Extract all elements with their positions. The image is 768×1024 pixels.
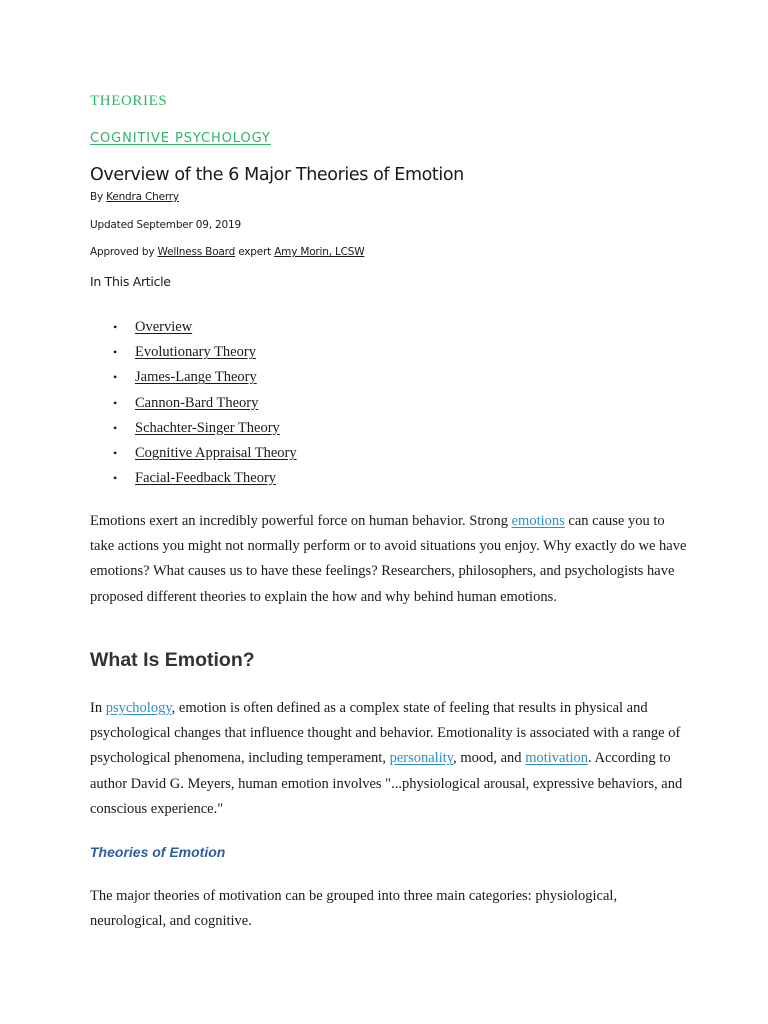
bullet-icon: • — [113, 420, 118, 435]
toc-link-evolutionary-theory[interactable]: Evolutionary Theory — [135, 344, 256, 361]
bullet-icon: • — [113, 370, 118, 385]
expert-link[interactable]: Amy Morin, LCSW — [274, 246, 365, 258]
emotions-link[interactable]: emotions — [511, 513, 565, 529]
definition-text-1: In — [90, 700, 106, 716]
toc-item — [113, 418, 297, 443]
approved-middle: expert — [238, 246, 272, 258]
table-of-contents — [113, 317, 297, 493]
toc-item — [113, 393, 297, 418]
article-title: Overview of the 6 Major Theories of Emotion — [90, 165, 464, 185]
toc-link-cognitive-appraisal-theory[interactable]: Cognitive Appraisal Theory — [135, 444, 297, 461]
definition-text-2: , emotion is often defined as a complex state of feeling that results in physical and psychological changes that influence thought and behavior. Emotionality is associated with a range of psychological phenomena, including temperament, — [90, 700, 681, 767]
intro-text-start: Emotions exert an incredibly powerful force on human behavior. Strong — [90, 513, 512, 529]
bullet-icon: • — [113, 345, 118, 360]
toc-item — [113, 443, 297, 468]
bullet-icon: • — [113, 395, 118, 410]
bullet-icon: • — [113, 471, 118, 486]
toc-item — [113, 317, 297, 342]
author-link[interactable]: Kendra Cherry — [106, 191, 179, 203]
toc-link-overview[interactable]: Overview — [135, 319, 193, 335]
approved-prefix: Approved by — [90, 246, 155, 258]
category-link-theories[interactable]: THEORIES — [90, 93, 168, 109]
byline — [90, 191, 179, 203]
intro-paragraph — [90, 509, 690, 610]
definition-text-4: . According to author David G. Meyers, human emotion involves "...physiological arousal, expressive behaviors, and conscious experience." — [90, 750, 683, 817]
intro-text-end: can cause you to take actions you might not normally perform or to avoid situations you enjoy. Why exactly do we have emotions? What causes us to have these feelings? Researchers, philosophers, and psychologists have proposed different theories to explain the how and why behind human emotions. — [90, 513, 687, 605]
category-link-cognitive-psychology[interactable]: COGNITIVE PSYCHOLOGY — [90, 131, 271, 146]
personality-link[interactable]: personality — [389, 750, 454, 767]
toc-item — [113, 367, 297, 392]
section-heading-what-is-emotion: What Is Emotion? — [90, 649, 255, 671]
theories-paragraph: The major theories of motivation can be grouped into three main categories: physiological, neurological, and cognitive. — [90, 888, 618, 930]
updated-date: Updated September 09, 2019 — [90, 219, 241, 231]
bullet-icon: • — [113, 445, 118, 460]
section-heading-theories-of-emotion: Theories of Emotion — [90, 844, 226, 860]
toc-link-facial-feedback-theory[interactable]: Facial-Feedback Theory — [135, 470, 277, 487]
toc-link-cannon-bard-theory[interactable]: Cannon-Bard Theory — [135, 394, 259, 411]
motivation-link[interactable]: motivation — [525, 750, 589, 767]
toc-heading: In This Article — [90, 274, 171, 289]
toc-item — [113, 468, 297, 493]
bullet-icon: • — [113, 320, 118, 334]
toc-item — [113, 342, 297, 367]
definition-paragraph — [90, 696, 690, 822]
approved-by — [90, 246, 364, 258]
toc-link-schachter-singer-theory[interactable]: Schachter-Singer Theory — [135, 419, 280, 436]
definition-text-3: , mood, and — [453, 750, 526, 767]
wellness-board-link[interactable]: Wellness Board — [157, 246, 236, 258]
byline-prefix: By — [90, 191, 104, 203]
psychology-link[interactable]: psychology — [105, 700, 172, 716]
toc-link-james-lange-theory[interactable]: James-Lange Theory — [135, 369, 257, 386]
